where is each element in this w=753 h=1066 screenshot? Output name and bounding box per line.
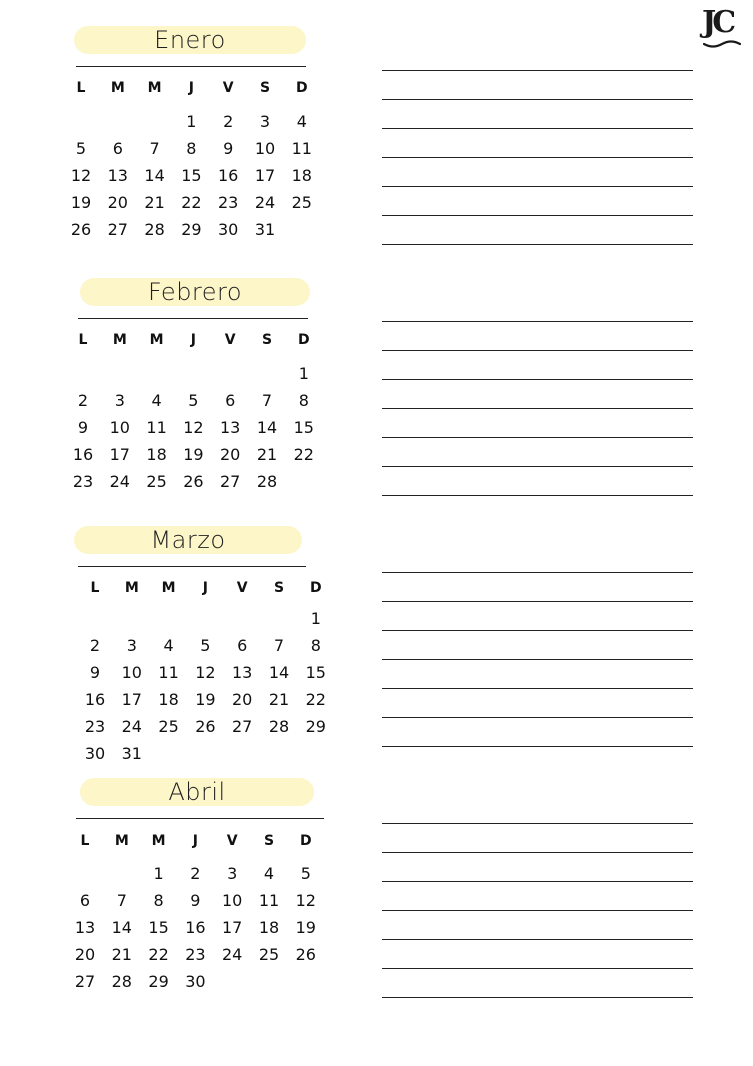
day-cell: 7 xyxy=(149,139,160,158)
note-line xyxy=(382,379,693,380)
day-cell: 20 xyxy=(232,690,253,709)
day-cell: 22 xyxy=(305,690,326,709)
day-cell: 17 xyxy=(222,918,243,937)
day-cell: 29 xyxy=(181,220,202,239)
day-cell: 4 xyxy=(296,112,307,131)
month-title-rule xyxy=(76,818,324,819)
day-cell: 30 xyxy=(218,220,239,239)
weekday-header: J xyxy=(202,580,208,596)
note-line xyxy=(382,572,693,573)
note-line xyxy=(382,852,693,853)
day-cell: 14 xyxy=(268,663,290,682)
day-cell: 7 xyxy=(261,391,273,410)
day-cell: 2 xyxy=(89,636,101,655)
weekday-header: J xyxy=(190,332,196,348)
note-line xyxy=(382,321,693,322)
day-cell: 20 xyxy=(74,945,96,964)
day-cell: 30 xyxy=(185,972,206,991)
logo-wave-icon xyxy=(703,40,741,48)
day-cell: 2 xyxy=(77,391,89,410)
day-cell: 12 xyxy=(183,418,204,437)
note-line xyxy=(382,437,693,438)
note-line xyxy=(382,968,693,969)
day-cell: 13 xyxy=(74,918,96,937)
month-title-rule xyxy=(76,66,306,67)
weekday-header: D xyxy=(297,332,310,348)
day-cell: 31 xyxy=(121,744,142,763)
day-cell: 26 xyxy=(195,717,216,736)
note-line xyxy=(382,910,693,911)
day-cell: 25 xyxy=(258,945,280,964)
day-cell: 24 xyxy=(222,945,243,964)
note-line xyxy=(382,659,693,660)
day-cell: 2 xyxy=(190,864,201,883)
weekday-header: L xyxy=(90,580,100,596)
note-line xyxy=(382,601,693,602)
day-cell: 6 xyxy=(79,891,91,910)
day-cell: 6 xyxy=(112,139,123,158)
day-cell: 8 xyxy=(153,891,164,910)
day-cell: 1 xyxy=(298,364,309,383)
day-cell: 16 xyxy=(72,445,94,464)
day-cell: 15 xyxy=(148,918,169,937)
day-cell: 9 xyxy=(89,663,101,682)
weekday-header: D xyxy=(295,80,308,96)
day-cell: 13 xyxy=(107,166,128,185)
note-line xyxy=(382,495,693,496)
day-cell: 11 xyxy=(158,663,179,682)
weekday-header: V xyxy=(224,332,236,348)
weekday-header: M xyxy=(124,580,139,596)
day-cell: 22 xyxy=(181,193,202,212)
day-cell: 3 xyxy=(259,112,271,131)
day-cell: 28 xyxy=(144,220,165,239)
day-cell: 17 xyxy=(109,445,130,464)
day-cell: 27 xyxy=(232,717,253,736)
day-cell: 27 xyxy=(220,472,241,491)
weekday-header: J xyxy=(188,80,194,96)
weekday-header: M xyxy=(114,833,129,849)
note-line xyxy=(382,466,693,467)
day-cell: 9 xyxy=(223,139,234,158)
month-title: Enero xyxy=(154,26,226,54)
weekday-header: J xyxy=(192,833,198,849)
weekday-header: M xyxy=(112,332,127,348)
note-line xyxy=(382,688,693,689)
day-cell: 22 xyxy=(293,445,314,464)
day-cell: 3 xyxy=(114,391,125,410)
day-cell: 4 xyxy=(263,864,275,883)
weekday-header: M xyxy=(161,580,176,596)
day-cell: 8 xyxy=(186,139,197,158)
day-cell: 28 xyxy=(256,472,278,491)
month-title: Febrero xyxy=(147,278,243,306)
note-line xyxy=(382,746,693,747)
day-cell: 24 xyxy=(254,193,276,212)
logo: JC xyxy=(702,5,733,40)
day-cell: 23 xyxy=(84,717,106,736)
day-cell: 14 xyxy=(144,166,165,185)
day-cell: 15 xyxy=(293,418,314,437)
day-cell: 9 xyxy=(77,418,89,437)
weekday-header: M xyxy=(110,80,125,96)
weekday-header: S xyxy=(273,580,285,596)
day-cell: 12 xyxy=(70,166,92,185)
day-cell: 1 xyxy=(153,864,164,883)
day-cell: 23 xyxy=(72,472,94,491)
weekday-header: S xyxy=(261,332,273,348)
day-cell: 10 xyxy=(109,418,130,437)
day-cell: 12 xyxy=(295,891,316,910)
month-title: Marzo xyxy=(150,526,226,554)
day-cell: 26 xyxy=(183,472,204,491)
day-cell: 13 xyxy=(220,418,241,437)
weekday-header: M xyxy=(147,80,162,96)
note-line xyxy=(382,823,693,824)
day-cell: 21 xyxy=(144,193,165,212)
note-line xyxy=(382,939,693,940)
day-cell: 5 xyxy=(75,139,87,158)
weekday-header: L xyxy=(78,332,88,348)
day-cell: 27 xyxy=(74,972,96,991)
note-line xyxy=(382,717,693,718)
day-cell: 24 xyxy=(121,717,142,736)
weekday-header: M xyxy=(149,332,164,348)
day-cell: 15 xyxy=(305,663,326,682)
day-cell: 19 xyxy=(295,918,316,937)
weekday-header: V xyxy=(236,580,248,596)
day-cell: 5 xyxy=(188,391,199,410)
weekday-header: V xyxy=(226,833,238,849)
day-cell: 23 xyxy=(185,945,206,964)
day-cell: 11 xyxy=(291,139,312,158)
day-cell: 18 xyxy=(158,690,179,709)
day-cell: 28 xyxy=(111,972,132,991)
day-cell: 5 xyxy=(300,864,311,883)
day-cell: 20 xyxy=(107,193,128,212)
note-line xyxy=(382,881,693,882)
day-cell: 23 xyxy=(218,193,239,212)
note-line xyxy=(382,186,693,187)
day-cell: 10 xyxy=(222,891,243,910)
day-cell: 18 xyxy=(258,918,280,937)
day-cell: 25 xyxy=(146,472,167,491)
day-cell: 19 xyxy=(195,690,216,709)
day-cell: 10 xyxy=(254,139,276,158)
day-cell: 26 xyxy=(295,945,316,964)
note-line xyxy=(382,70,693,71)
day-cell: 25 xyxy=(291,193,312,212)
day-cell: 28 xyxy=(268,717,290,736)
day-cell: 7 xyxy=(273,636,285,655)
day-cell: 1 xyxy=(186,112,197,131)
day-cell: 14 xyxy=(111,918,132,937)
note-line xyxy=(382,244,693,245)
day-cell: 6 xyxy=(237,636,248,655)
day-cell: 8 xyxy=(298,391,309,410)
day-cell: 29 xyxy=(148,972,169,991)
note-line xyxy=(382,157,693,158)
day-cell: 3 xyxy=(126,636,137,655)
day-cell: 17 xyxy=(254,166,276,185)
weekday-header: D xyxy=(309,580,322,596)
day-cell: 12 xyxy=(195,663,216,682)
note-line xyxy=(382,997,693,998)
day-cell: 21 xyxy=(111,945,132,964)
note-line xyxy=(382,99,693,100)
day-cell: 16 xyxy=(84,690,106,709)
day-cell: 11 xyxy=(146,418,167,437)
day-cell: 29 xyxy=(305,717,326,736)
note-line xyxy=(382,408,693,409)
month-title-rule xyxy=(78,566,306,567)
day-cell: 14 xyxy=(256,418,278,437)
day-cell: 4 xyxy=(163,636,174,655)
weekday-header: V xyxy=(222,80,234,96)
day-cell: 7 xyxy=(116,891,127,910)
day-cell: 15 xyxy=(181,166,202,185)
day-cell: 31 xyxy=(254,220,276,239)
month-title-rule xyxy=(78,318,308,319)
day-cell: 3 xyxy=(227,864,238,883)
note-line xyxy=(382,128,693,129)
day-cell: 2 xyxy=(223,112,234,131)
day-cell: 30 xyxy=(84,744,106,763)
day-cell: 21 xyxy=(268,690,290,709)
weekday-header: M xyxy=(151,833,166,849)
weekday-header: S xyxy=(259,80,271,96)
day-cell: 4 xyxy=(151,391,162,410)
day-cell: 19 xyxy=(70,193,92,212)
weekday-header: L xyxy=(76,80,86,96)
day-cell: 18 xyxy=(291,166,312,185)
day-cell: 19 xyxy=(183,445,204,464)
weekday-header: L xyxy=(80,833,90,849)
day-cell: 11 xyxy=(258,891,280,910)
day-cell: 18 xyxy=(146,445,167,464)
day-cell: 10 xyxy=(121,663,142,682)
day-cell: 17 xyxy=(121,690,142,709)
day-cell: 26 xyxy=(70,220,92,239)
day-cell: 24 xyxy=(109,472,130,491)
day-cell: 20 xyxy=(220,445,241,464)
day-cell: 21 xyxy=(256,445,278,464)
note-line xyxy=(382,630,693,631)
note-line xyxy=(382,350,693,351)
day-cell: 27 xyxy=(107,220,128,239)
note-line xyxy=(382,215,693,216)
day-cell: 1 xyxy=(310,609,321,628)
day-cell: 16 xyxy=(218,166,239,185)
day-cell: 6 xyxy=(225,391,236,410)
month-title: Abril xyxy=(168,778,226,806)
day-cell: 25 xyxy=(158,717,179,736)
day-cell: 8 xyxy=(310,636,321,655)
day-cell: 13 xyxy=(232,663,253,682)
day-cell: 9 xyxy=(190,891,201,910)
day-cell: 22 xyxy=(148,945,169,964)
day-cell: 16 xyxy=(185,918,206,937)
weekday-header: D xyxy=(299,833,312,849)
weekday-header: S xyxy=(263,833,275,849)
day-cell: 5 xyxy=(200,636,211,655)
